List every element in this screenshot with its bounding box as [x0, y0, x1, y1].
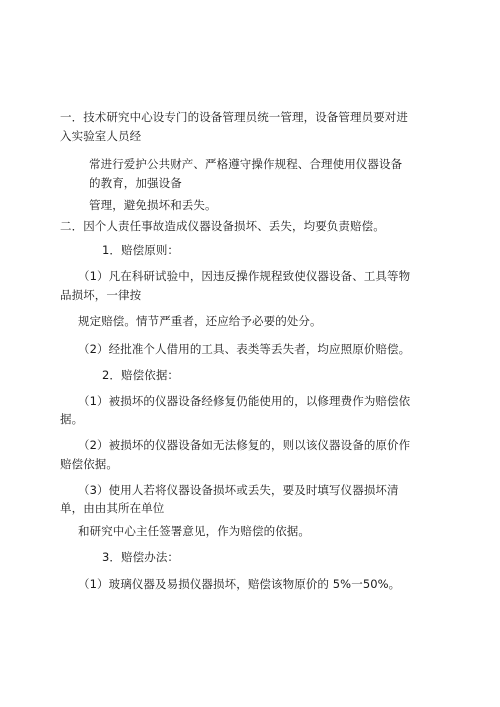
basis-item2-line1: （2）被损坏的仪器设备如无法修复的，则以该仪器设备的原价作: [78, 438, 411, 452]
basis-item3-line1: （3）使用人若将仪器设备损坏或丢失，要及时填写仪器损坏清: [78, 483, 399, 497]
principle-item1-cont: 规定赔偿。情节严重者，还应给予必要的处分。: [78, 314, 322, 328]
section1-sub1-line1: 常进行爱护公共财产、严格遵守操作规程、合理使用仪器设备: [89, 157, 403, 171]
section1-sub1-line2: 的教育，加强设备: [89, 176, 182, 190]
principle-item2: （2）经批准个人借用的工具、表类等丢失者，均应照原价赔偿。: [78, 342, 411, 356]
section1-line2: 入实验室人员经: [60, 129, 142, 143]
basis-item3-line2: 单，由由其所在单位: [60, 501, 165, 515]
method-heading: 3．赔偿办法：: [102, 550, 180, 564]
basis-heading: 2．赔偿依据：: [102, 368, 180, 382]
section1-sub2: 管理，避免损坏和丢失。: [89, 198, 217, 212]
basis-item3-cont: 和研究中心主任签署意见，作为赔偿的依据。: [78, 524, 310, 538]
section1-line1: 一．技术研究中心设专门的设备管理员统一管理，设备管理员要对进: [60, 110, 408, 124]
principle-heading: 1．赔偿原则：: [102, 243, 180, 257]
basis-item1-line2: 据。: [60, 412, 84, 426]
principle-item1-line1: （1）凡在科研试验中，因违反操作规程致使仪器设备、工具等物: [78, 269, 411, 283]
method-item1: （1）玻璃仪器及易损仪器损坏，赔偿该物原价的 5%一50%。: [78, 577, 401, 591]
section2-heading: 二．因个人责任事故造成仪器设备损坏、丢失，均要负责赔偿。: [60, 219, 385, 233]
principle-item1-line2: 品损坏，一律按: [60, 288, 142, 302]
basis-item1-line1: （1）被损坏的仪器设备经修复仍能使用的，以修理费作为赔偿依: [78, 394, 411, 408]
basis-item2-line2: 赔偿依据。: [60, 457, 118, 471]
